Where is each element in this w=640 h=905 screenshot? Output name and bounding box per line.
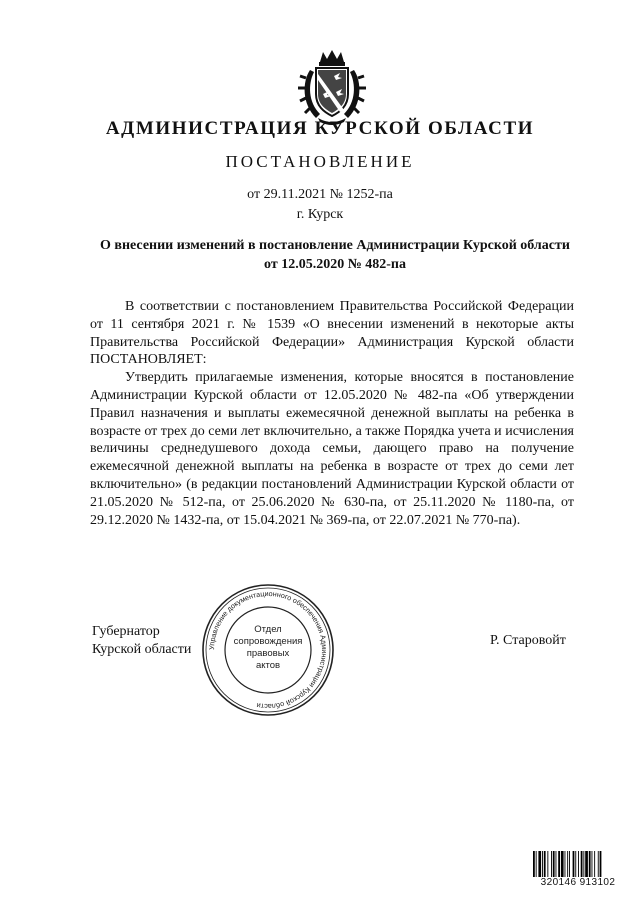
stamp-center-line: Отдел [254, 624, 282, 635]
barcode-bar [592, 851, 593, 877]
barcode-bar [585, 851, 588, 877]
body-paragraph: Утвердить прилагаемые изменения, которые вносятся в постановление Администрации Курской области от 12.05.2020 № 482-па «Об утверждении Правил назначения и выплаты ежемесячной денежной выплаты на ребенка в возрасте от трех до семи лет включительно, а также Порядка учета и исчисления величины среднедушевого дохода семьи, дающего право на получение ежемесячной денежной выплаты на ребенка в возрасте от трех до семи лет включительно» (в редакции постановлений Администрации Курской области от 21.05.2020 № 512-па, от 25.06.2020 № 630-па, от 25.11.2020 № 1180-па, от 29.12.2020 № 1432-па, от 15.04.2021 № 369-па, от 22.07.2021 № 770-па). [90, 370, 574, 528]
document-city: г. Курск [296, 207, 344, 222]
barcode-bar [598, 851, 599, 877]
barcode-bar [558, 851, 560, 877]
signer-title [92, 623, 191, 659]
barcode-bar [578, 851, 579, 877]
body-paragraph: В соответствии с постановлением Правительства Российской Федерации от 11 сентября 2021 г. № 1539 «О внесении изменений в некоторые акты Правительства Российской Федерации» Администрация Курской области ПОСТАНОВЛЯЕТ: [90, 299, 574, 368]
barcode-bar [567, 851, 568, 877]
barcode-bar [536, 851, 537, 877]
barcode-bar [600, 851, 602, 877]
barcode-bar [533, 851, 535, 877]
document-date-number: от 29.11.2021 № 1252-па [247, 187, 393, 202]
document-type: ПОСТАНОВЛЕНИЕ [225, 152, 415, 171]
barcode-bar [544, 851, 546, 877]
signer-title-line: Курской области [92, 642, 192, 657]
stamp-center-line: правовых [246, 648, 290, 659]
barcode-bar [556, 851, 557, 877]
document-body [90, 298, 574, 529]
stamp-center-line: актов [255, 660, 281, 671]
barcode-bar [553, 851, 555, 877]
stamp-ring-text: Управление документационного обеспечения Администрации Курской области [206, 588, 330, 712]
organization-title: АДМИНИСТРАЦИЯ КУРСКОЙ ОБЛАСТИ [105, 118, 535, 139]
barcode-bar [583, 851, 584, 877]
official-stamp [200, 582, 336, 718]
barcode-bar [542, 851, 543, 877]
barcode-bar [538, 851, 541, 877]
signer-name: Р. Старовойт [490, 633, 566, 648]
barcode-bar [569, 851, 570, 877]
coat-of-arms-icon [296, 48, 368, 126]
barcode-bar [581, 851, 583, 877]
barcode-bar [561, 851, 564, 877]
signer-title-line: Губернатор [92, 624, 160, 639]
barcode-bar [565, 851, 566, 877]
barcode-bar [547, 851, 548, 877]
barcode-number: 320146 913102 [540, 877, 616, 888]
barcode-bar [551, 851, 552, 877]
document-subject: О внесении изменений в постановление Администрации Курской области от 12.05.2020 № 482-па [100, 238, 570, 272]
barcode-bar [594, 851, 595, 877]
document-barcode [533, 851, 623, 877]
stamp-center-line: сопровождения [233, 636, 303, 647]
barcode-bar [573, 851, 575, 877]
barcode-bar [575, 851, 576, 877]
barcode-bar [589, 851, 591, 877]
